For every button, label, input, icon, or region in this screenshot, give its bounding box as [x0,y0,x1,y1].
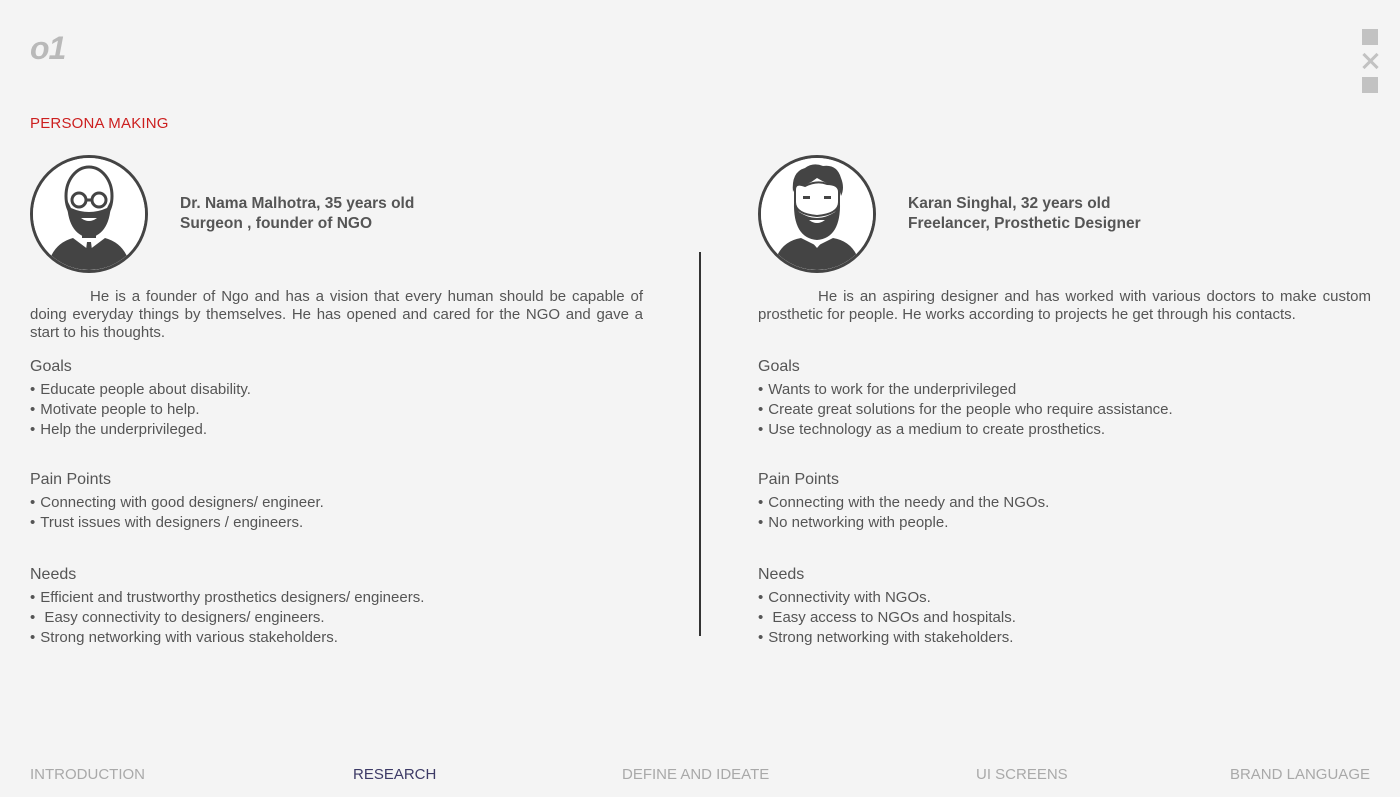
page-number: o1 [30,30,66,66]
goals-section [758,358,1371,440]
needs-heading: Needs [758,566,805,583]
nav-introduction[interactable]: INTRODUCTION [30,766,145,783]
nav-brand-language[interactable]: BRAND LANGUAGE [1229,766,1370,783]
list-item: • Use technology as a medium to create prosthetics. [758,421,1106,438]
bald-bearded-man-with-glasses-icon [30,155,148,273]
list-item: • Help the underprivileged. [30,421,208,438]
nav-ui-screens[interactable]: UI SCREENS [976,766,1068,783]
square-icon[interactable] [1362,77,1378,93]
window-controls [1362,29,1378,93]
pain-points-heading: Pain Points [30,471,111,488]
bottom-nav [0,766,1400,786]
pain-points-heading: Pain Points [758,471,839,488]
list-item: • Connecting with the needy and the NGOs. [758,494,1050,511]
pain-points-section [30,471,643,533]
persona-bio: He is an aspiring designer and has worked with various doctors to make custom prosthetic for people. He works according to projects he get through his contacts. [758,288,1371,323]
goals-section [30,358,643,440]
goals-heading: Goals [758,358,800,375]
vertical-divider [699,252,701,636]
persona-role: Freelancer, Prosthetic Designer [908,215,1141,232]
goals-heading: Goals [30,358,72,375]
bearded-man-with-hair-icon [758,155,876,273]
persona-bio: He is a founder of Ngo and has a vision that every human should be capable of doing everyday things by themselves. He has opened and cared for the NGO and gave a start to his thoughts. [30,288,643,341]
persona-identity [180,194,414,234]
pain-points-section [758,471,1371,533]
nav-define-and-ideate[interactable]: DEFINE AND IDEATE [622,766,770,783]
list-item: • Easy connectivity to designers/ engineers. [30,609,325,626]
persona-name: Dr. Nama Malhotra, 35 years old [180,195,415,212]
list-item: • Motivate people to help. [30,401,200,418]
list-item: • Strong networking with various stakeholders. [30,629,338,646]
square-icon[interactable] [1362,29,1378,45]
list-item: • Strong networking with stakeholders. [758,629,1014,646]
needs-heading: Needs [30,566,77,583]
persona-name: Karan Singhal, 32 years old [908,195,1111,212]
needs-section [758,566,1371,648]
nav-research[interactable]: RESEARCH [353,766,437,783]
list-item: • Educate people about disability. [30,381,251,398]
list-item: • No networking with people. [758,514,949,531]
list-item: • Wants to work for the underprivileged [758,381,1017,398]
list-item: • Connecting with good designers/ engineer. [30,494,324,511]
needs-section [30,566,643,648]
list-item: • Trust issues with designers / engineers. [30,514,304,531]
persona-identity [908,194,1141,234]
section-title: PERSONA MAKING [30,115,169,132]
list-item: • Create great solutions for the people who require assistance. [758,401,1173,418]
persona-role: Surgeon , founder of NGO [180,215,373,232]
list-item: • Easy access to NGOs and hospitals. [758,609,1016,626]
list-item: • Connectivity with NGOs. [758,589,931,606]
close-icon[interactable] [1362,51,1378,71]
list-item: • Efficient and trustworthy prosthetics designers/ engineers. [30,589,425,606]
